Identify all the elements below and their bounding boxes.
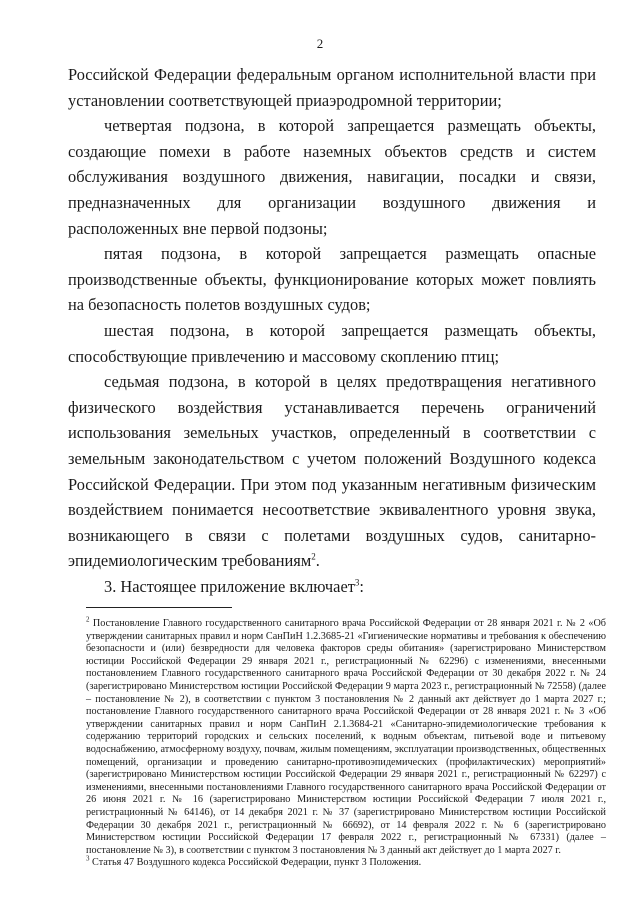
footnote-3 xyxy=(86,854,606,870)
footnote-2-mark: 2 xyxy=(86,615,90,624)
paragraph-subzone-6: шестая подзона, в которой запрещается размещать объекты, способствующие привлечению и массовому скоплению птиц; xyxy=(68,320,596,366)
footnote-3-mark: 3 xyxy=(86,854,90,863)
paragraph-item-3 xyxy=(68,574,596,600)
paragraph-subzone-7 xyxy=(68,369,596,574)
body-text xyxy=(68,62,596,599)
page-number: 2 xyxy=(316,36,324,51)
paragraph-item-3-end: : xyxy=(359,576,364,596)
paragraph-item-3-text: 3. Настоящее приложение включает xyxy=(104,576,355,596)
paragraph-subzone-4: четвертая подзона, в которой запрещается размещать объекты, создающие помехи в работе наземных объектов средств и систем обслуживания воздушного движения, навигации, посадки и связи, предназначенных для организации воздушного движения и расположенных вне первой подзоны; xyxy=(68,116,596,238)
footnotes xyxy=(86,615,606,870)
footnote-ref-2: 2 xyxy=(311,551,316,562)
footnote-separator xyxy=(86,607,232,608)
footnote-2-text: Постановление Главного государственного санитарного врача Российской Федерации от 28 января 2021 г. № 2 «Об утверждении санитарных правил и норм СанПиН 1.2.3685-21 «Гигиенические нормативы и требования к обеспечению безопасности и (или) безвредности для человека факторов среды обитания» (зарегистрировано Министерством юстиции Российской Федерации 29 января 2021 г., регистрационный № 62296) с изменениями, внесенными постановлением Главного государственного санитарного врача Российской Федерации от 30 декабря 2022 г. № 24 (зарегистрировано Министерством юстиции Российской Федерации 9 марта 2023 г., регистрационный № 72558) (далее – постановление № 2), в соответствии с пунктом 3 постановления № 2 данный акт действует до 1 марта 2027 г.; постановление Главного государственного санитарного врача Российской Федерации от 28 января 2021 г. № 3 «Об утверждении санитарных правил и норм СанПиН 2.1.3684-21 «Санитарно-эпидемиологические требования к содержанию территорий городских и сельских поселений, к водным объектам, питьевой воде и питьевому водоснабжению, атмосферному воздуху, почвам, жилым помещениям, эксплуатации производственных, общественных помещений, организации и проведению санитарно-противоэпидемических (профилактических) мероприятий» (зарегистрировано Министерством юстиции Российской Федерации 29 января 2021 г., регистрационный № 62297) с изменениями, внесенными постановлениями Главного государственного санитарного врача Российской Федерации от 26 июня 2021 г. № 16 (зарегистрировано Министерством юстиции Российской Федерации 7 июля 2021 г., регистрационный № 64146), от 14 декабря 2021 г. № 37 (зарегистрировано Министерством юстиции Российской Федерации 30 декабря 2021 г., регистрационный № 66692), от 14 февраля 2022 г. № 6 (зарегистрировано Министерством юстиции Российской Федерации 17 февраля 2022 г., регистрационный № 67331) (далее – постановление № 3), в соответствии с пунктом 3 постановления № 3 данный акт действует до 1 марта 2027 г. xyxy=(86,618,606,856)
footnote-3-text: Статья 47 Воздушного кодекса Российской Федерации, пункт 3 Положения. xyxy=(89,857,422,869)
paragraph-subzone-7-end: . xyxy=(315,551,320,571)
paragraph-continuation: Российской Федерации федеральным органом исполнительной власти при установлении соответствующей приаэродромной территории; xyxy=(68,65,596,110)
footnote-2 xyxy=(86,615,606,857)
paragraph-subzone-7-text: седьмая подзона, в которой в целях предотвращения негативного физического воздействия устанавливается перечень ограничений использования земельных участков, определенный в соответствии с земельным законодательством с учетом положений Воздушного кодекса Российской Федерации. При этом под указанным негативным физическим воздействием понимается несоответствие эквивалентного уровня звука, возникающего в связи с полетами воздушных судов, санитарно-эпидемиологическим требованиям xyxy=(68,372,596,571)
footnote-ref-3: 3 xyxy=(354,577,360,588)
paragraph-subzone-5: пятая подзона, в которой запрещается размещать опасные производственные объекты, функционирование которых может повлиять на безопасность полетов воздушных судов; xyxy=(68,244,596,315)
